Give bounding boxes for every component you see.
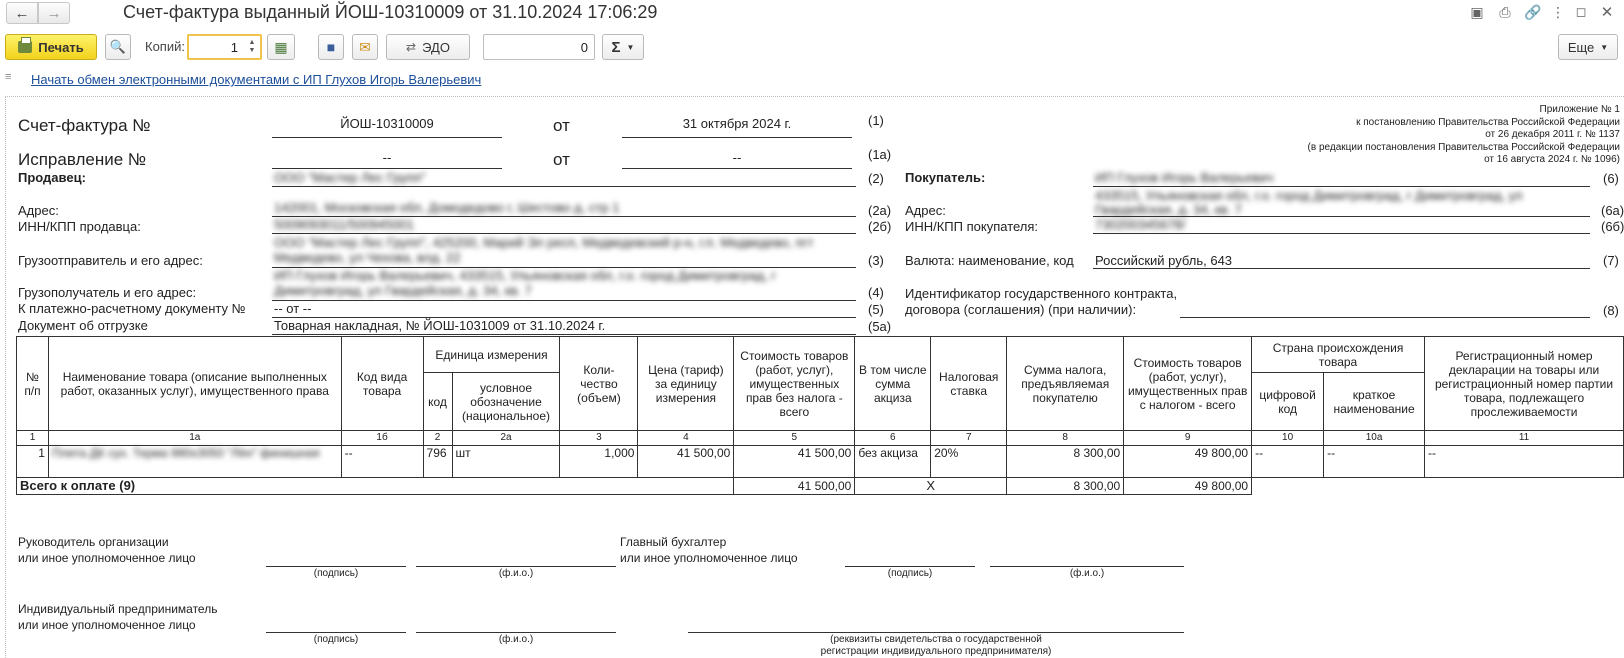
invoice-from-label: от <box>553 116 570 135</box>
seller-inn-label: ИНН/КПП продавца: <box>18 219 141 234</box>
copies-value: 1 <box>230 40 238 55</box>
total-label: Всего к оплате (9) <box>17 478 734 495</box>
code-2: (2) <box>868 171 884 186</box>
buyer-value: ИП Глухов Игорь Валерьевич <box>1095 170 1274 185</box>
magnifier-page-icon: 🔍 <box>109 39 127 54</box>
correction-from-label: от <box>553 150 570 169</box>
row-qty: 1,000 <box>560 446 638 478</box>
code-5a: (5а) <box>868 319 892 334</box>
seller-value: ООО "Мастер Лес Групп" <box>274 170 426 185</box>
printer-icon <box>18 41 32 53</box>
currency-label: Валюта: наименование, код <box>905 253 1074 268</box>
floppy-disk-icon: ■ <box>326 39 336 55</box>
entrepreneur-label-line: Индивидуальный предприниматель <box>18 602 218 616</box>
correction-number: -- <box>382 150 392 165</box>
copies-stepper[interactable]: ▲ ▼ <box>248 39 256 54</box>
code-8: (8) <box>1603 303 1619 318</box>
buyer-label: Покупатель: <box>905 170 986 185</box>
printer-icon[interactable]: ⎙ <box>1499 3 1511 20</box>
forward-button[interactable] <box>38 2 70 24</box>
edo-icon: ⇄ <box>406 40 417 54</box>
appendix-line: (в редакции постановления Правительства Российской Федерации <box>1307 141 1620 153</box>
header-country-name: краткое наименование <box>1324 373 1425 431</box>
document-exchange-icon: ≡ <box>5 71 12 83</box>
header-num: № п/п <box>17 337 49 431</box>
header-kind-code: Код вида товара <box>341 337 423 431</box>
row-country-code: -- <box>1252 446 1324 478</box>
invoice-date: 31 октября 2024 г. <box>682 116 792 131</box>
fio-caption: (ф.и.о.) <box>498 568 534 579</box>
code-6: (6) <box>1603 171 1619 186</box>
header-price: Цена (тариф) за единицу измерения <box>638 337 734 431</box>
accountant-label-line: или иное уполномоченное лицо <box>620 551 798 565</box>
chevron-down-icon: ▼ <box>1600 42 1609 52</box>
sum-value: 0 <box>580 40 588 55</box>
row-price: 41 500,00 <box>638 446 734 478</box>
table-row <box>17 446 1624 478</box>
payment-doc-value: -- от -- <box>274 301 312 316</box>
column-numbers-row <box>17 431 1624 446</box>
header-unit: Единица измерения <box>423 337 560 373</box>
buyer-inn-label: ИНН/КПП покупателя: <box>905 219 1039 234</box>
column-number: 3 <box>560 431 638 446</box>
row-country-name: -- <box>1324 446 1425 478</box>
edo-button[interactable] <box>386 34 470 60</box>
code-1: (1) <box>868 113 884 128</box>
row-num: 1 <box>17 446 49 478</box>
title-bar <box>0 0 1624 26</box>
row-unit-name: шт <box>452 446 560 478</box>
preview-button[interactable] <box>105 34 131 60</box>
save-button[interactable] <box>318 34 344 60</box>
entrepreneur-signature-label <box>18 601 217 633</box>
registration-caption-line: регистрации индивидуального предпринимателя) <box>820 646 1052 657</box>
code-6b: (6б) <box>1601 219 1624 234</box>
shipment-doc-label: Документ об отгрузке <box>18 318 148 333</box>
code-2a: (2а) <box>868 203 892 218</box>
row-cost-with-tax: 49 800,00 <box>1124 446 1252 478</box>
seller-label: Продавец: <box>18 170 86 185</box>
column-number: 1а <box>48 431 341 446</box>
shipper-label: Грузоотправитель и его адрес: <box>18 253 203 268</box>
buyer-address-label: Адрес: <box>905 203 946 218</box>
print-button-label: Печать <box>38 39 84 55</box>
currency-value: Российский рубль, 643 <box>1095 253 1233 268</box>
sum-menu-button[interactable] <box>602 34 644 60</box>
close-icon[interactable]: ✕ <box>1600 4 1614 21</box>
shipment-doc-value: Товарная накладная, № ЙОШ-1031009 от 31.10.2024 г. <box>274 318 606 333</box>
row-kind-code: -- <box>341 446 423 478</box>
sum-field[interactable] <box>483 34 595 60</box>
column-number: 1 <box>17 431 49 446</box>
column-number: 11 <box>1425 431 1624 446</box>
arrow-right-icon: → <box>46 4 62 22</box>
code-4: (4) <box>868 285 884 300</box>
row-reg-number: -- <box>1425 446 1624 478</box>
total-excise: X <box>855 478 1007 495</box>
copies-label: Копий: <box>145 39 185 54</box>
column-number: 10 <box>1252 431 1324 446</box>
appendix-line: от 16 августа 2024 г. № 1096) <box>1484 154 1620 165</box>
total-row <box>17 478 1624 495</box>
edit-table-icon: ▦ <box>274 38 288 55</box>
appendix-line: к постановлению Правительства Российской Федерации <box>1356 116 1620 128</box>
total-tax-sum: 8 300,00 <box>1007 478 1124 495</box>
appendix-block <box>1308 104 1620 167</box>
head-signature-label <box>18 534 196 566</box>
seller-inn: 5009093011/500945001 <box>274 217 415 232</box>
column-number: 5 <box>734 431 855 446</box>
header-country: Страна происхождения товара <box>1252 337 1425 373</box>
seller-address-label: Адрес: <box>18 203 59 218</box>
email-button[interactable] <box>352 34 378 60</box>
signature-caption: (подпись) <box>313 568 359 579</box>
code-5: (5) <box>868 302 884 317</box>
column-number: 9 <box>1124 431 1252 446</box>
back-button[interactable] <box>6 2 38 24</box>
consignee-value: ИП Глухов Игорь Валерьевич, 433515, Ульяновская обл, г.о. город Димитровград, г Димитровград, ул Гвардейская, д. 34, кв. 7 <box>274 268 776 298</box>
chevron-down-icon: ▼ <box>626 42 635 52</box>
accountant-label-line: Главный бухгалтер <box>620 535 727 549</box>
row-cost-no-tax: 41 500,00 <box>734 446 855 478</box>
buyer-address: 433515, Ульяновская обл, г.о. город Димитровград, г Димитровград, ул Гвардейская, д. 34, кв. 7 <box>1095 189 1523 217</box>
registration-caption <box>688 634 1184 658</box>
header-qty: Коли- чество (объем) <box>560 337 638 431</box>
column-number: 1б <box>341 431 423 446</box>
code-6a: (6а) <box>1601 203 1624 218</box>
sigma-icon: Σ <box>611 38 621 56</box>
header-cost-with-tax: Стоимость товаров (работ, услуг), имущественных прав с налогом - всего <box>1124 337 1252 431</box>
arrow-left-icon: ← <box>14 4 30 22</box>
edo-button-label: ЭДО <box>422 39 450 55</box>
row-excise: без акциза <box>855 446 931 478</box>
goods-table <box>16 336 1624 495</box>
seller-address: 142001, Московская обл, Домодедово г, Шестово д, стр 1 <box>274 200 620 215</box>
fio-caption: (ф.и.о.) <box>1069 568 1105 579</box>
total-cost-no-tax: 41 500,00 <box>734 478 855 495</box>
header-tax-rate: Налоговая ставка <box>931 337 1007 431</box>
more-vertical-icon[interactable]: ⋮ <box>1551 3 1565 20</box>
header-country-code: цифровой код <box>1252 373 1324 431</box>
signature-caption: (подпись) <box>313 634 359 645</box>
window-title: Счет-фактура выданный ЙОШ-10310009 от 31.10.2024 17:06:29 <box>123 2 658 22</box>
code-1a: (1а) <box>868 147 892 162</box>
save-disk-icon[interactable]: ▣ <box>1470 3 1484 20</box>
code-3: (3) <box>868 253 884 268</box>
code-2b: (2б) <box>868 219 892 234</box>
contract-label-1: Идентификатор государственного контракта, <box>905 286 1178 301</box>
exchange-link[interactable]: Начать обмен электронными документами с ИП Глухов Игорь Валерьевич <box>31 72 482 87</box>
head-label-line: или иное уполномоченное лицо <box>18 551 196 565</box>
column-number: 8 <box>1007 431 1124 446</box>
appendix-line: Приложение № 1 <box>1539 104 1620 115</box>
row-name: Плита ДК сух. Терма 980х3050 "Лён" финишная <box>48 446 341 478</box>
header-excise: В том числе сумма акциза <box>855 337 931 431</box>
column-number: 2 <box>423 431 452 446</box>
column-number: 10а <box>1324 431 1425 446</box>
header-unit-code: код <box>423 373 452 431</box>
appendix-line: от 26 декабря 2011 г. № 1137 <box>1485 129 1620 140</box>
header-reg-number: Регистрационный номер декларации на товары или регистрационный номер партии товара, подлежащего прослеживаемости <box>1425 337 1624 431</box>
correction-label: Исправление № <box>18 150 147 169</box>
row-unit-code: 796 <box>423 446 452 478</box>
header-unit-name: условное обозначение (национальное) <box>452 373 560 431</box>
more-button[interactable] <box>1558 34 1618 60</box>
row-tax-rate: 20% <box>931 446 1007 478</box>
contract-label-2: договора (соглашения) (при наличии): <box>905 302 1137 317</box>
shipper-value: ООО "Мастер Лес Групп", 425200, Марий Эл респ, Медведевский р-н, г.п. Медведево, пгт Медведево, ул Чехова, влд. 22 <box>274 235 814 265</box>
header-tax-sum: Сумма налога, предъявляемая покупателю <box>1007 337 1124 431</box>
column-number: 4 <box>638 431 734 446</box>
header-cost-no-tax: Стоимость товаров (работ, услуг), имущественных прав без налога - всего <box>734 337 855 431</box>
link-icon[interactable]: 🔗 <box>1524 3 1542 20</box>
maximize-icon[interactable]: ◻ <box>1575 4 1587 19</box>
head-label-line: Руководитель организации <box>18 535 169 549</box>
copies-input[interactable] <box>187 34 262 60</box>
edit-document-button[interactable] <box>267 34 295 60</box>
row-tax-sum: 8 300,00 <box>1007 446 1124 478</box>
fio-caption: (ф.и.о.) <box>498 634 534 645</box>
column-number: 6 <box>855 431 931 446</box>
more-button-label: Еще <box>1567 39 1595 55</box>
consignee-label: Грузополучатель и его адрес: <box>18 285 197 300</box>
registration-caption-line: (реквизиты свидетельства о государственной <box>830 634 1042 645</box>
column-number: 2а <box>452 431 560 446</box>
invoice-number: ЙОШ-10310009 <box>340 116 434 131</box>
entrepreneur-label-line: или иное уполномоченное лицо <box>18 618 196 632</box>
header-name: Наименование товара (описание выполненных работ, оказанных услуг), имущественного права <box>48 337 341 431</box>
accountant-signature-label <box>620 534 798 566</box>
invoice-label: Счет-фактура № <box>18 116 151 135</box>
total-cost-with-tax: 49 800,00 <box>1124 478 1252 495</box>
correction-date: -- <box>732 150 742 165</box>
print-button[interactable] <box>5 34 97 60</box>
buyer-inn: 730200345678/ <box>1095 217 1186 232</box>
payment-doc-label: К платежно-расчетному документу № <box>18 301 246 316</box>
column-number: 7 <box>931 431 1007 446</box>
signature-caption: (подпись) <box>887 568 933 579</box>
code-7: (7) <box>1603 253 1619 268</box>
envelope-icon: ✉ <box>359 38 371 55</box>
